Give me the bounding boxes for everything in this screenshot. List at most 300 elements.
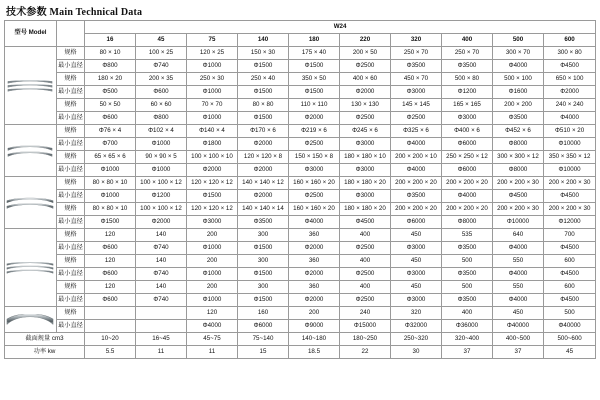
cell: Φ2000: [136, 216, 187, 229]
cell: Φ1000: [85, 164, 136, 177]
table-header-row-sizes: [5, 34, 596, 47]
cell: 300 × 70: [493, 47, 544, 60]
cell: Φ32000: [391, 320, 442, 333]
cell: 200 × 200 × 20: [442, 203, 493, 216]
table-row: [5, 190, 596, 203]
cell: 140: [136, 255, 187, 268]
cell: Φ2000: [187, 164, 238, 177]
bent-channel-icon: [5, 262, 55, 274]
cell: Φ1000: [85, 190, 136, 203]
cell: Φ2500: [289, 190, 340, 203]
cell: Φ76 × 4: [85, 125, 136, 138]
cell: Φ740: [136, 294, 187, 307]
cell: Φ4000: [493, 60, 544, 73]
cell: 150 × 150 × 8: [289, 151, 340, 164]
cell: 320: [391, 307, 442, 320]
cell: Φ3000: [391, 86, 442, 99]
cell: 5.5: [85, 346, 136, 359]
cell: Φ3500: [391, 60, 442, 73]
bent-flat-bar-icon: [5, 80, 55, 92]
cell: 80 × 80 × 10: [85, 203, 136, 216]
cell: 360: [289, 229, 340, 242]
cell: Φ2500: [289, 138, 340, 151]
row-label: 最小直径: [57, 164, 85, 177]
cell: 250 × 250 × 12: [442, 151, 493, 164]
cell: 500: [442, 281, 493, 294]
cell: Φ219 × 6: [289, 125, 340, 138]
row-label: 规格: [57, 229, 85, 242]
row-label: 规格: [57, 203, 85, 216]
row-label: 最小直径: [57, 268, 85, 281]
cell: 60 × 60: [136, 99, 187, 112]
cell: Φ4000: [493, 242, 544, 255]
row-label: 规格: [57, 125, 85, 138]
cell: Φ1500: [238, 268, 289, 281]
cell: Φ400 × 6: [442, 125, 493, 138]
table-row: [5, 307, 596, 320]
cell: Φ1500: [85, 216, 136, 229]
cell: 200 × 200: [493, 99, 544, 112]
model-header: 型号 Model: [5, 21, 57, 47]
cell: Φ500: [85, 86, 136, 99]
size-header-8: 500: [493, 34, 544, 47]
table-row: [5, 138, 596, 151]
cell: Φ740: [136, 242, 187, 255]
cell: 120: [187, 307, 238, 320]
cell: Φ6000: [442, 164, 493, 177]
cell: 500: [442, 255, 493, 268]
cell: 450: [493, 307, 544, 320]
cell: Φ2000: [289, 112, 340, 125]
cell: Φ3500: [391, 190, 442, 203]
cell: Φ4000: [391, 164, 442, 177]
cell: Φ1000: [187, 86, 238, 99]
cell: Φ1500: [238, 86, 289, 99]
table-row: [5, 268, 596, 281]
cell: 240 × 240: [544, 99, 596, 112]
cell: Φ600: [85, 294, 136, 307]
cell: Φ1000: [187, 60, 238, 73]
cell: 600: [544, 255, 596, 268]
cell: Φ6000: [238, 320, 289, 333]
cell: Φ2000: [238, 164, 289, 177]
cell: Φ3000: [391, 294, 442, 307]
cell: Φ2500: [391, 112, 442, 125]
cell: 15: [238, 346, 289, 359]
cell: Φ3000: [391, 268, 442, 281]
cell: 22: [340, 346, 391, 359]
cell: 400~500: [493, 333, 544, 346]
cell: 450 × 70: [391, 73, 442, 86]
cell: 450: [391, 281, 442, 294]
cell: 200 × 200 × 30: [493, 177, 544, 190]
table-row-power: [5, 346, 596, 359]
table-row: [5, 294, 596, 307]
cell: Φ325 × 6: [391, 125, 442, 138]
cell: Φ3500: [442, 268, 493, 281]
cell: Φ1500: [289, 60, 340, 73]
cell: Φ3000: [340, 164, 391, 177]
cell: Φ3500: [442, 60, 493, 73]
row-label: 规格: [57, 307, 85, 320]
cell: Φ40000: [544, 320, 596, 333]
row-label: 规格: [57, 73, 85, 86]
cell: Φ1500: [187, 190, 238, 203]
cell: 200: [187, 229, 238, 242]
table-row-section-modulus: [5, 333, 596, 346]
cell: 140 × 140 × 14: [238, 203, 289, 216]
cell: 400: [340, 229, 391, 242]
cell: 250 × 70: [391, 47, 442, 60]
cell: Φ3500: [442, 294, 493, 307]
cell: Φ2500: [340, 112, 391, 125]
cell: 300 × 300 × 12: [493, 151, 544, 164]
cell: 700: [544, 229, 596, 242]
cell: 120 × 120 × 12: [187, 177, 238, 190]
row-label: 规格: [57, 281, 85, 294]
cell: 535: [442, 229, 493, 242]
table-row: [5, 47, 596, 60]
cell: 120: [85, 255, 136, 268]
table-row: [5, 99, 596, 112]
cell: Φ2500: [340, 294, 391, 307]
cell: 200: [289, 307, 340, 320]
cell: 45: [544, 346, 596, 359]
cell: [85, 307, 136, 320]
cell: 500: [544, 307, 596, 320]
cell: 300: [238, 255, 289, 268]
cell: 500 × 80: [442, 73, 493, 86]
cell: Φ4500: [544, 60, 596, 73]
cell: 200 × 200 × 30: [493, 203, 544, 216]
cell: Φ600: [136, 86, 187, 99]
cell: Φ6000: [442, 138, 493, 151]
cell: 165 × 165: [442, 99, 493, 112]
cell: 400 × 60: [340, 73, 391, 86]
cell: 100 × 100 × 10: [187, 151, 238, 164]
cell: 200 × 200 × 20: [442, 177, 493, 190]
cell: 140: [136, 281, 187, 294]
cell: 16~45: [136, 333, 187, 346]
cell: 150 × 30: [238, 47, 289, 60]
table-row: [5, 164, 596, 177]
cell: Φ2000: [289, 242, 340, 255]
cell: Φ3000: [442, 112, 493, 125]
cell: [136, 320, 187, 333]
row-label: 最小直径: [57, 86, 85, 99]
size-header-3: 140: [238, 34, 289, 47]
cell: Φ9000: [289, 320, 340, 333]
cell: 350 × 50: [289, 73, 340, 86]
table-row: [5, 216, 596, 229]
size-header-0: 16: [85, 34, 136, 47]
cell: 300: [238, 281, 289, 294]
size-header-4: 180: [289, 34, 340, 47]
row-label: 最小直径: [57, 112, 85, 125]
cell: Φ2000: [544, 86, 596, 99]
row-label: 最小直径: [57, 216, 85, 229]
row-label: 最小直径: [57, 138, 85, 151]
size-header-5: 220: [340, 34, 391, 47]
cell: Φ3000: [391, 242, 442, 255]
row-label: 最小直径: [57, 242, 85, 255]
cell: 140: [136, 229, 187, 242]
cell: Φ3500: [493, 112, 544, 125]
table-row: [5, 320, 596, 333]
cell: Φ1500: [238, 60, 289, 73]
cell: 240: [340, 307, 391, 320]
cell: 80 × 80 × 10: [85, 177, 136, 190]
cell: Φ3000: [340, 138, 391, 151]
cell: Φ2000: [238, 190, 289, 203]
cell: Φ740: [136, 268, 187, 281]
cell: Φ600: [85, 112, 136, 125]
cell: Φ1000: [187, 268, 238, 281]
cell: 200 × 200 × 20: [391, 177, 442, 190]
cell: 250 × 30: [187, 73, 238, 86]
cell: Φ4500: [340, 216, 391, 229]
cell: Φ4000: [493, 294, 544, 307]
cell: 550: [493, 255, 544, 268]
table-row: [5, 151, 596, 164]
cell: Φ140 × 4: [187, 125, 238, 138]
cell: 250 × 70: [442, 47, 493, 60]
cell: 120: [85, 229, 136, 242]
cell: Φ12000: [544, 216, 596, 229]
table-row: [5, 86, 596, 99]
cell: Φ4000: [187, 320, 238, 333]
size-header-7: 400: [442, 34, 493, 47]
cell: Φ1500: [238, 112, 289, 125]
table-row: [5, 60, 596, 73]
cell: Φ3500: [238, 216, 289, 229]
bent-tube-icon: [5, 145, 55, 157]
table-row: [5, 203, 596, 216]
cell: 300 × 80: [544, 47, 596, 60]
cell: 400: [340, 281, 391, 294]
cell: 200 × 200 × 10: [391, 151, 442, 164]
cell: Φ2500: [340, 268, 391, 281]
table-row: [5, 281, 596, 294]
size-header-1: 45: [136, 34, 187, 47]
table-row: [5, 177, 596, 190]
cell: Φ2500: [340, 60, 391, 73]
cell: Φ4500: [544, 190, 596, 203]
cell: 200: [187, 255, 238, 268]
cell: 180 × 180 × 20: [340, 177, 391, 190]
cell: 130 × 130: [340, 99, 391, 112]
cell: 360: [289, 281, 340, 294]
cell: Φ245 × 6: [340, 125, 391, 138]
cell: 650 × 100: [544, 73, 596, 86]
cell: 50 × 50: [85, 99, 136, 112]
cell: Φ2000: [289, 294, 340, 307]
cell: Φ4500: [544, 242, 596, 255]
table-row: [5, 255, 596, 268]
cell: [85, 320, 136, 333]
cell: 180~250: [340, 333, 391, 346]
cell: 120: [85, 281, 136, 294]
row-label: 最小直径: [57, 294, 85, 307]
cell: Φ3500: [442, 242, 493, 255]
cell: 200 × 200 × 20: [391, 203, 442, 216]
cell: 500 × 100: [493, 73, 544, 86]
cell: 200 × 200 × 30: [544, 177, 596, 190]
cell: 180 × 180 × 10: [340, 151, 391, 164]
cell: 11: [187, 346, 238, 359]
cell: [136, 307, 187, 320]
cell: Φ3000: [187, 216, 238, 229]
cell: 140 × 140 × 12: [238, 177, 289, 190]
cell: Φ800: [85, 60, 136, 73]
cell: Φ15000: [340, 320, 391, 333]
table-header-row-series: [5, 21, 596, 34]
cell: Φ1000: [187, 294, 238, 307]
cell: 200 × 50: [340, 47, 391, 60]
cell: 145 × 145: [391, 99, 442, 112]
cell: Φ700: [85, 138, 136, 151]
cell: 90 × 90 × 5: [136, 151, 187, 164]
cell: 160: [238, 307, 289, 320]
cell: 80 × 10: [85, 47, 136, 60]
cell: 30: [391, 346, 442, 359]
table-row: [5, 112, 596, 125]
cell: 400: [340, 255, 391, 268]
row-label: 规格: [57, 99, 85, 112]
bent-i-beam-icon: [5, 314, 55, 326]
cell: Φ8000: [442, 216, 493, 229]
cell: Φ102 × 4: [136, 125, 187, 138]
cell: 250 × 40: [238, 73, 289, 86]
profile-image-flat-bar: [5, 47, 57, 125]
cell: 200: [187, 281, 238, 294]
technical-data-table: [4, 20, 596, 359]
cell: Φ170 × 6: [238, 125, 289, 138]
cell: 80 × 80: [238, 99, 289, 112]
cell: Φ6000: [391, 216, 442, 229]
cell: 70 × 70: [187, 99, 238, 112]
cell: Φ36000: [442, 320, 493, 333]
page-title: 技术参数 Main Technical Data: [6, 7, 143, 18]
cell: Φ4000: [544, 112, 596, 125]
cell: Φ40000: [493, 320, 544, 333]
cell: Φ452 × 6: [493, 125, 544, 138]
cell: 360: [289, 255, 340, 268]
cell: Φ800: [136, 112, 187, 125]
cell: Φ510 × 20: [544, 125, 596, 138]
row-label: 功率 kw: [5, 346, 85, 359]
cell: Φ1000: [136, 164, 187, 177]
profile-image-tube-angle: [5, 125, 57, 177]
cell: 400: [442, 307, 493, 320]
row-label: 规格: [57, 177, 85, 190]
cell: Φ10000: [544, 164, 596, 177]
cell: 120 × 120 × 8: [238, 151, 289, 164]
table-row: [5, 125, 596, 138]
cell: Φ600: [85, 242, 136, 255]
cell: Φ4000: [391, 138, 442, 151]
cell: 37: [493, 346, 544, 359]
row-label: 最小直径: [57, 320, 85, 333]
cell: 120 × 25: [187, 47, 238, 60]
cell: Φ10000: [544, 138, 596, 151]
bent-square-tube-icon: [5, 197, 55, 209]
cell: Φ1200: [136, 190, 187, 203]
cell: Φ1000: [187, 112, 238, 125]
cell: Φ1500: [238, 294, 289, 307]
row-label: 截面规量 cm3: [5, 333, 85, 346]
cell: Φ1500: [289, 86, 340, 99]
cell: 100 × 25: [136, 47, 187, 60]
cell: Φ4000: [442, 190, 493, 203]
table-row: [5, 242, 596, 255]
row-label: 规格: [57, 47, 85, 60]
size-header-2: 75: [187, 34, 238, 47]
profile-image-ibeam: [5, 307, 57, 333]
cell: Φ2000: [340, 86, 391, 99]
cell: Φ4500: [544, 294, 596, 307]
cell: 65 × 65 × 6: [85, 151, 136, 164]
cell: 11: [136, 346, 187, 359]
cell: 180 × 20: [85, 73, 136, 86]
cell: Φ1000: [136, 138, 187, 151]
row-label: 规格: [57, 151, 85, 164]
cell: 600: [544, 281, 596, 294]
table-row: [5, 73, 596, 86]
size-header-6: 320: [391, 34, 442, 47]
cell: Φ1200: [442, 86, 493, 99]
cell: Φ740: [136, 60, 187, 73]
cell: Φ2500: [340, 242, 391, 255]
cell: 120 × 120 × 12: [187, 203, 238, 216]
cell: Φ1600: [493, 86, 544, 99]
cell: 250~320: [391, 333, 442, 346]
profile-image-square-tube: [5, 177, 57, 229]
cell: 200 × 200 × 30: [544, 203, 596, 216]
cell: Φ3000: [340, 190, 391, 203]
cell: 180 × 180 × 20: [340, 203, 391, 216]
cell: 37: [442, 346, 493, 359]
cell: 140~180: [289, 333, 340, 346]
cell: 75~140: [238, 333, 289, 346]
cell: Φ1500: [238, 242, 289, 255]
cell: 45~75: [187, 333, 238, 346]
cell: Φ4000: [493, 268, 544, 281]
cell: 100 × 100 × 12: [136, 177, 187, 190]
cell: Φ2000: [289, 268, 340, 281]
cell: 300: [238, 229, 289, 242]
cell: Φ10000: [493, 216, 544, 229]
cell: Φ4000: [289, 216, 340, 229]
profile-image-channel: [5, 229, 57, 307]
cell: Φ3000: [289, 164, 340, 177]
cell: Φ8000: [493, 164, 544, 177]
cell: Φ2000: [238, 138, 289, 151]
row-label: 最小直径: [57, 190, 85, 203]
row-label: 最小直径: [57, 60, 85, 73]
cell: Φ4500: [544, 268, 596, 281]
cell: 450: [391, 229, 442, 242]
cell: 175 × 40: [289, 47, 340, 60]
cell: 160 × 160 × 20: [289, 177, 340, 190]
cell: 320~400: [442, 333, 493, 346]
cell: 350 × 350 × 12: [544, 151, 596, 164]
cell: Φ600: [85, 268, 136, 281]
cell: Φ1800: [187, 138, 238, 151]
cell: 200 × 35: [136, 73, 187, 86]
cell: Φ8000: [493, 138, 544, 151]
table-row: [5, 229, 596, 242]
